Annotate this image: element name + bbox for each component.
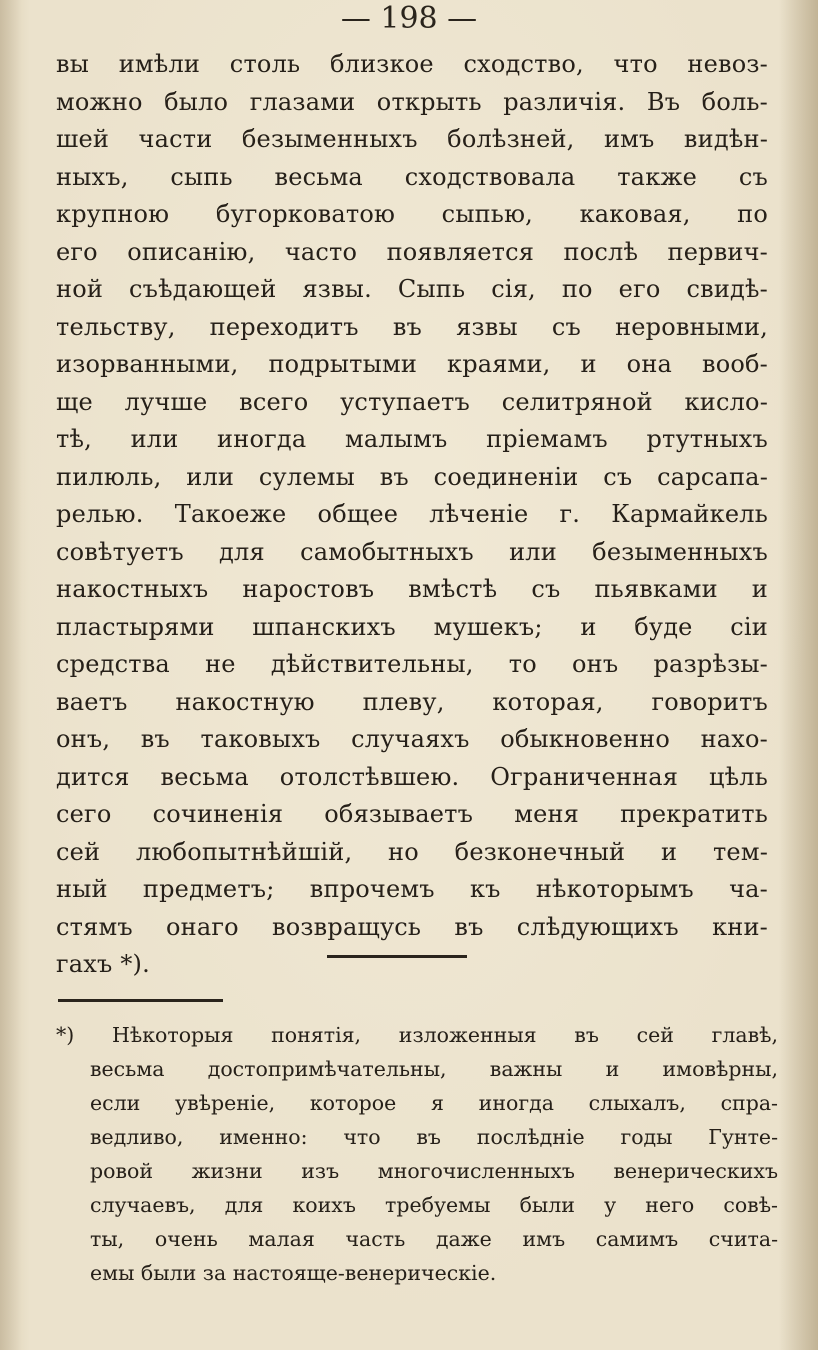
footnote-block (56, 1018, 778, 1290)
text-line: ный предметъ; впрочемъ къ нѣкоторымъ ча- (56, 875, 768, 903)
footnote-line: если увѣреніе, которое я иногда слыхалъ, спра- (90, 1091, 778, 1115)
text-line: тѣ, или иногда малымъ пріемамъ ртутныхъ (56, 425, 768, 453)
text-line: вы имѣли столь близкое сходство, что невоз- (56, 50, 768, 78)
text-line: совѣтуетъ для самобытныхъ или безыменныхъ (56, 537, 768, 566)
text-line: изорванными, подрытыми краями, и она вооб- (56, 350, 768, 378)
footnote-line: ведливо, именно: что въ послѣдніе годы Гунте- (90, 1125, 778, 1149)
text-line: крупною бугорковатою сыпью, каковая, по (56, 200, 768, 228)
footnote-line: ты, очень малая часть даже имъ самимъ счита- (90, 1227, 778, 1251)
text-line: его описанію, часто появляется послѣ первич- (56, 237, 768, 266)
text-line: пластырями шпанскихъ мушекъ; и буде сіи (56, 612, 768, 641)
footnote-line: ровой жизни изъ многочисленныхъ венерическихъ (90, 1159, 778, 1183)
section-separator-rule (327, 955, 467, 958)
text-line: средства не дѣйствительны, то онъ разрѣзы- (56, 650, 768, 678)
page-number-header: — 198 — (340, 1, 478, 36)
footnote-line: *) Нѣкоторыя понятія, изложенныя въ сей главѣ, (56, 1023, 778, 1047)
footnote-line: случаевъ, для коихъ требуемы были у него совѣ- (90, 1193, 778, 1217)
text-line: ваетъ накостную плеву, которая, говоритъ (56, 687, 768, 716)
page-gutter-shadow (0, 0, 22, 1350)
text-line: стямъ онаго возвращусь въ слѣдующихъ кни- (56, 912, 768, 941)
text-line: дится весьма отолстѣвшею. Ограниченная цѣль (56, 762, 768, 791)
text-line: онъ, въ таковыхъ случаяхъ обыкновенно нахо- (56, 725, 768, 753)
text-line: накостныхъ наростовъ вмѣстѣ съ пьявками и (56, 575, 768, 603)
page-edge-shadow (778, 0, 818, 1350)
footnote-line: емы были за настояще-венерическіе. (90, 1261, 497, 1285)
text-line: ныхъ, сыпь весьма сходствовала также съ (56, 162, 768, 191)
text-line: тельству, переходитъ въ язвы съ неровными, (56, 312, 768, 341)
main-text-block (56, 46, 768, 984)
footnote-line: весьма достопримѣчательны, важны и имовѣрны, (90, 1057, 778, 1081)
text-line: сей любопытнѣйшій, но безконечный и тем- (56, 837, 768, 866)
text-line: пилюль, или сулемы въ соединеніи съ сарсапа- (56, 462, 768, 491)
text-line: шей части безыменныхъ болѣзней, имъ видѣн- (56, 125, 768, 153)
text-line: можно было глазами открыть различія. Въ боль- (56, 87, 768, 116)
text-line: гахъ *). (56, 950, 150, 978)
text-line: релью. Такоеже общее лѣченіе г. Кармайкель (56, 500, 768, 528)
text-line: сего сочиненія обязываетъ меня прекратить (56, 800, 768, 828)
footnote-rule (58, 999, 223, 1002)
text-line: ной съѣдающей язвы. Сыпь сія, по его свидѣ- (56, 275, 768, 303)
text-line: ще лучше всего уступаетъ селитряной кисло- (56, 387, 768, 416)
